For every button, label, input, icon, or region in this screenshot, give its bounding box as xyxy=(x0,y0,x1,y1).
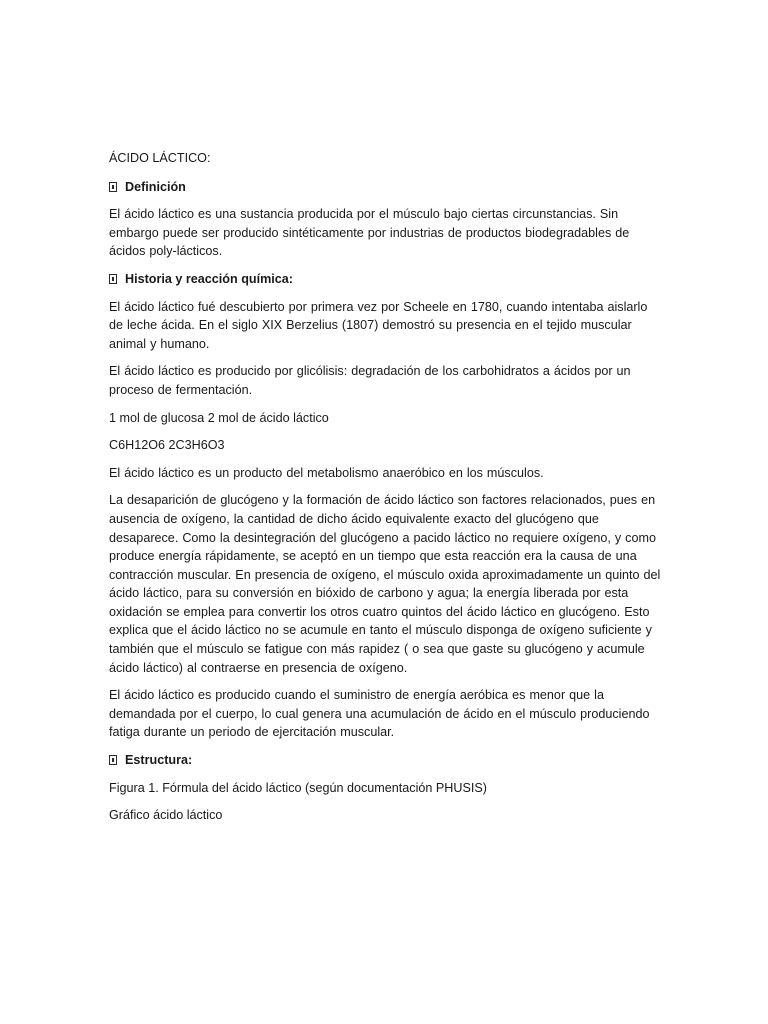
glucogeno-paragraph: La desaparición de glucógeno y la formación de ácido láctico son factores relacionados, pues en ausencia de oxígeno, la cantidad de dicho ácido equivalente exacto del glucógeno que desaparece. Como la desintegración del glucógeno a pacido láctico no requiere oxígeno, y como produce energía rápidamente, se aceptó en un tiempo que esta reacción era la causa de una contracción muscular. En presencia de oxígeno, el músculo oxida aproximadamente un quinto del ácido láctico, para su conversión en bióxido de carbono y agua; la energía liberada por esta oxidación se emplea para convertir los otros cuatro quintos del ácido láctico en glucógeno. Esto explica que el ácido láctico no se acumule en tanto el músculo disponga de oxígeno suficiente y también que el músculo se fatigue con más rapidez ( o sea que gaste su glucógeno y acumule ácido láctico) al contraerse en presencia de oxígeno. xyxy=(109,493,661,675)
section-heading-definicion xyxy=(109,178,661,197)
section-heading-label: Estructura: xyxy=(125,753,193,768)
historia-paragraph-1: El ácido láctico fué descubierto por primera vez por Scheele en 1780, cuando intentaba aislarlo de leche ácida. En el siglo XIX Berzelius (1807) demostró su presencia en el tejido muscular animal y humano. xyxy=(109,299,648,351)
fatiga-paragraph: El ácido láctico es producido cuando el suministro de energía aeróbica es menor que la demandada por el cuerpo, lo cual genera una acumulación de ácido en el músculo produciendo fatiga durante un periodo de ejercitación muscular. xyxy=(109,688,650,740)
figura-caption: Figura 1. Fórmula del ácido láctico (según documentación PHUSIS) xyxy=(109,780,487,795)
definicion-paragraph: El ácido láctico es una sustancia producida por el músculo bajo ciertas circunstancias. Sin embargo puede ser producido sintéticamente por industrias de productos biodegradables de ácidos poly-lácticos. xyxy=(109,207,630,259)
document-title: ÁCIDO LÁCTICO: xyxy=(109,151,211,165)
reaction-formula: C6H12O6 2C3H6O3 xyxy=(109,438,225,453)
metabolismo-paragraph: El ácido láctico es un producto del metabolismo anaeróbico en los músculos. xyxy=(109,465,544,480)
reaction-words: 1 mol de glucosa 2 mol de ácido láctico xyxy=(109,410,329,425)
document-body xyxy=(109,149,661,834)
section-heading-label: Historia y reacción química: xyxy=(125,271,293,286)
historia-paragraph-2: El ácido láctico es producido por glicólisis: degradación de los carbohidratos a ácidos por un proceso de fermentación. xyxy=(109,364,631,397)
grafico-label: Gráfico ácido láctico xyxy=(109,808,223,823)
section-heading-estructura xyxy=(109,751,661,770)
bullet-box-icon xyxy=(109,182,117,192)
section-heading-historia xyxy=(109,270,661,289)
bullet-box-icon xyxy=(109,755,117,765)
section-heading-label: Definición xyxy=(125,179,186,194)
bullet-box-icon xyxy=(109,274,117,284)
